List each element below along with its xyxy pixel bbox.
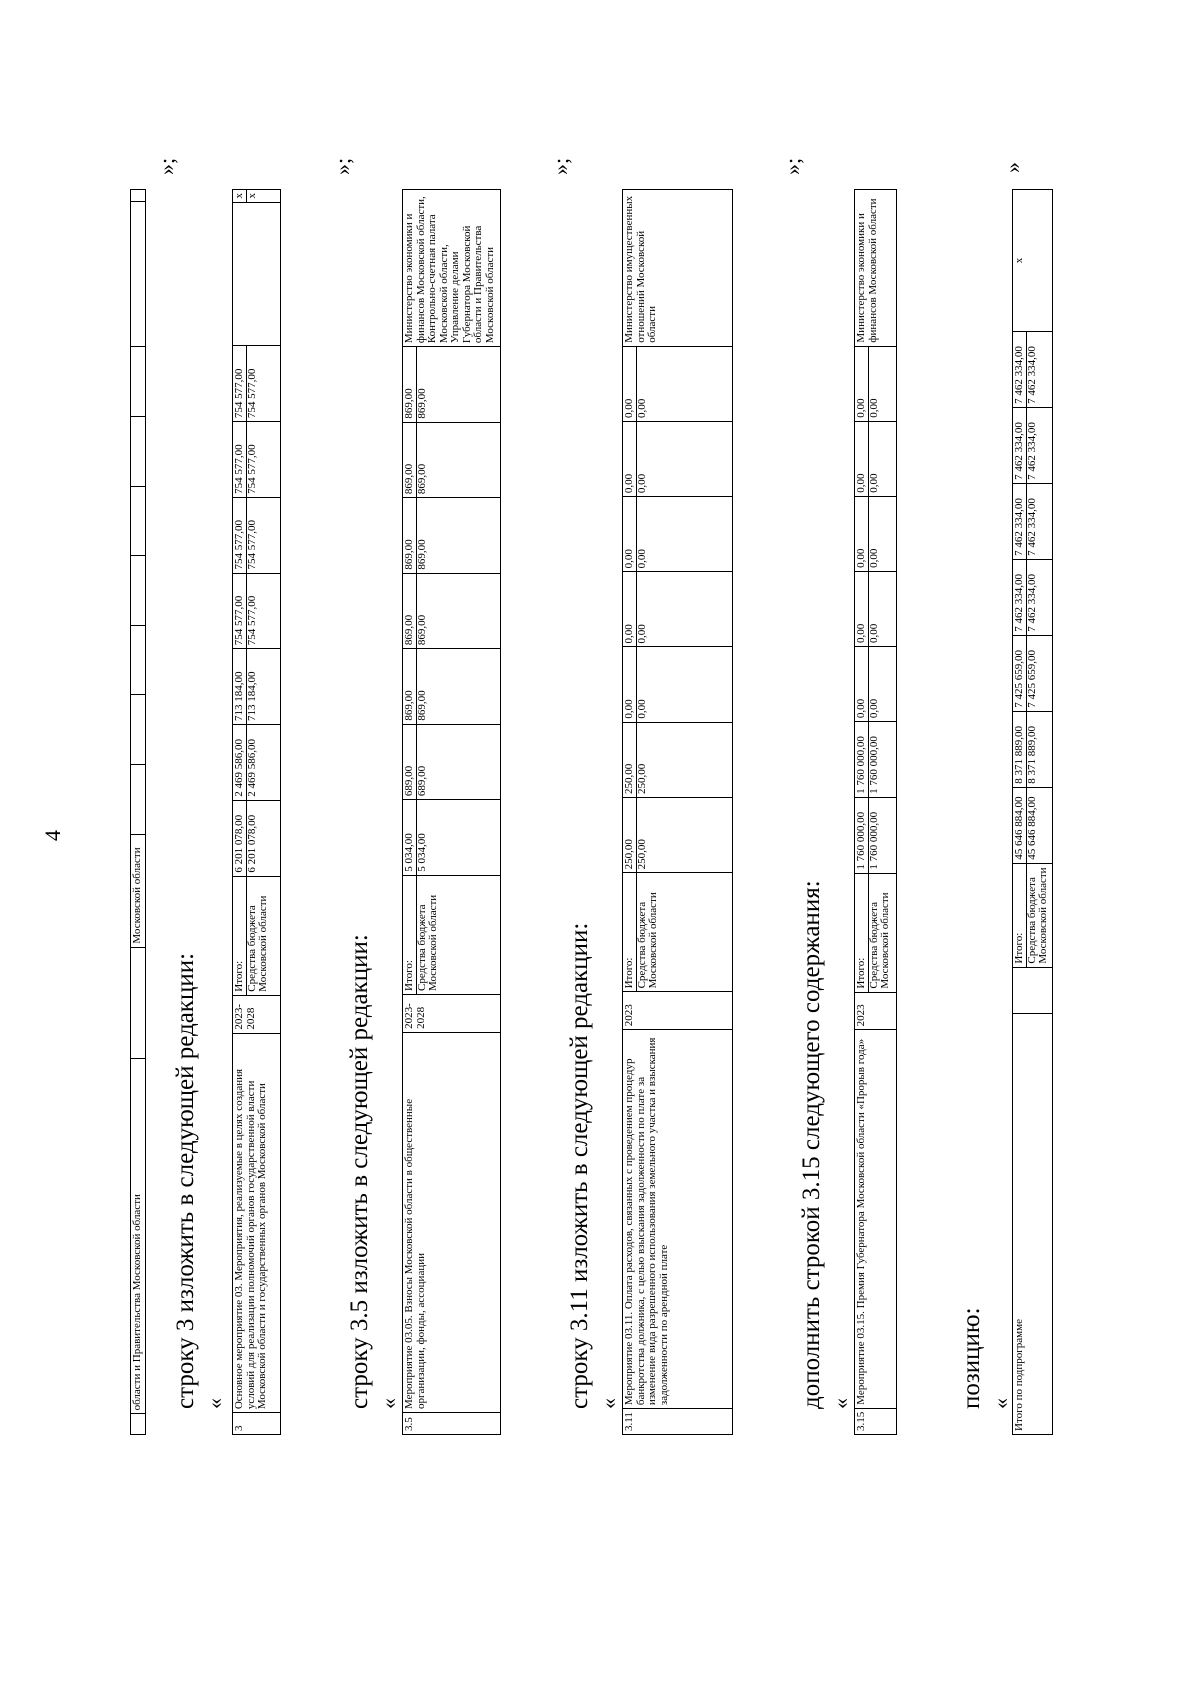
section-heading: строку 3 изложить в следующей редакции: <box>172 952 199 1409</box>
value-cell: 1 760 000,00 1 760 000,00 <box>855 797 897 873</box>
row-sources: Итого: Средства бюджета Московской области <box>1013 863 1053 967</box>
section-heading: позицию: <box>958 1307 985 1409</box>
value-cell: 754 577,00 754 577,00 <box>233 346 281 422</box>
value-cell: 713 184,00 713 184,00 <box>233 649 281 725</box>
value-cell: 7 425 659,00 7 425 659,00 <box>1013 635 1053 711</box>
value-cell: 869,00 869,00 <box>403 573 501 649</box>
row-sources: Итого: Средства бюджета Московской области <box>403 875 501 994</box>
row-name: Итого по подпрограмме <box>1013 1013 1053 1434</box>
section-heading: строку 3.11 изложить в следующей редакции: <box>566 922 593 1409</box>
cell-empty <box>131 190 146 202</box>
cell-empty <box>131 947 146 1058</box>
value-cell: 869,00 869,00 <box>403 422 501 498</box>
cell-empty <box>131 347 146 417</box>
value-cell: 0,00 0,00 <box>855 496 897 571</box>
value-cell: 7 462 334,00 7 462 334,00 <box>1013 483 1053 559</box>
cell-empty <box>131 695 146 765</box>
open-quote: « <box>988 1398 1013 1409</box>
value-cell: 0,00 0,00 <box>623 572 733 647</box>
section-heading: строку 3.5 изложить в следующей редакции: <box>346 934 373 1409</box>
value-cell: 45 646 884,00 45 646 884,00 <box>1013 787 1053 863</box>
row-period: 2023-2028 <box>403 995 501 1033</box>
row-result: х х <box>233 190 281 203</box>
row-result: х <box>1013 190 1053 332</box>
cell-empty <box>131 625 146 695</box>
table-subprogram-total <box>1012 189 1053 1435</box>
open-quote: « <box>596 1398 621 1409</box>
close-quote: »; <box>330 157 355 175</box>
row-name: Мероприятие 03.15. Премия Губернатора Московской области «Прорыв года» <box>855 1030 897 1408</box>
table-top-fragment <box>130 189 146 1435</box>
cell-empty <box>131 201 146 347</box>
value-cell: 7 462 334,00 7 462 334,00 <box>1013 559 1053 635</box>
value-cell: 8 371 889,00 8 371 889,00 <box>1013 711 1053 787</box>
cell-text: Московской области <box>131 834 146 947</box>
row-period: 2023-2028 <box>233 995 281 1033</box>
open-quote: « <box>376 1398 401 1409</box>
cell-empty <box>131 417 146 487</box>
open-quote: « <box>202 1398 227 1409</box>
open-quote: « <box>828 1398 853 1409</box>
section-heading: дополнить строкой 3.15 следующего содержания: <box>798 880 825 1409</box>
row-number: 3 <box>233 1413 281 1435</box>
row-executor <box>233 202 281 346</box>
value-cell: 754 577,00 754 577,00 <box>233 497 281 573</box>
table-row-3-15 <box>854 189 897 1435</box>
close-quote: » <box>1000 162 1025 173</box>
row-sources: Итого: Средства бюджета Московской области <box>855 873 897 992</box>
value-cell: 6 201 078,00 6 201 078,00 <box>233 800 281 876</box>
row-sources: Итого: Средства бюджета Московской области <box>623 873 733 992</box>
page-number: 4 <box>40 830 65 841</box>
row-period <box>1013 967 1053 1013</box>
row-number: 3.11 <box>623 1409 733 1435</box>
row-executor: Министерство экономики и финансов Московской области <box>855 190 897 347</box>
table-row-3-5 <box>402 189 501 1435</box>
value-cell: 689,00 689,00 <box>403 724 501 800</box>
row-executor: Министерство экономики и финансов Московской области, Контрольно-счетная палата Московской области, Управление делами Губернатора Московской области и Правительства Московской области <box>403 190 501 347</box>
value-cell: 2 469 586,00 2 469 586,00 <box>233 724 281 800</box>
close-quote: »; <box>548 157 573 175</box>
row-sources: Итого: Средства бюджета Московской области <box>233 876 281 995</box>
row-period: 2023 <box>623 992 733 1030</box>
value-cell: 0,00 0,00 <box>855 346 897 421</box>
value-cell: 0,00 0,00 <box>855 571 897 646</box>
row-name: Мероприятие 03.05. Взносы Московской области в общественные организации, фонды, ассоциации <box>403 1032 501 1412</box>
value-cell: 0,00 0,00 <box>855 421 897 496</box>
value-cell: 1 760 000,00 1 760 000,00 <box>855 722 897 798</box>
value-cell: 0,00 0,00 <box>623 647 733 722</box>
value-cell: 5 034,00 5 034,00 <box>403 800 501 876</box>
value-cell: 754 577,00 754 577,00 <box>233 422 281 498</box>
row-executor: Министерство имущественных отношений Московской области <box>623 190 733 347</box>
value-cell: 0,00 0,00 <box>623 346 733 421</box>
value-cell: 0,00 0,00 <box>623 497 733 572</box>
table-row-3 <box>232 189 281 1435</box>
row-name: Основное мероприятие 03. Мероприятия, реализуемые в целях создания условий для реализации полномочий органов государственной власти Московской области и государственных органов Московской области <box>233 1033 281 1413</box>
row-number: 3.5 <box>403 1413 501 1435</box>
value-cell: 869,00 869,00 <box>403 649 501 725</box>
cell-empty <box>131 556 146 626</box>
row-name: Мероприятие 03.11. Оплата расходов, связанных с проведением процедур банкротства должника, с целью взыскания задолженности по плате за изменение вида разрешенного использования земельного участка и взыскания задолженности по арендной плате <box>623 1030 733 1409</box>
row-period: 2023 <box>855 992 897 1030</box>
value-cell: 7 462 334,00 7 462 334,00 <box>1013 407 1053 483</box>
close-quote: »; <box>154 157 179 175</box>
value-cell: 250,00 250,00 <box>623 722 733 797</box>
value-cell: 7 462 334,00 7 462 334,00 <box>1013 331 1053 407</box>
value-cell: 869,00 869,00 <box>403 498 501 574</box>
cell-empty <box>131 765 146 835</box>
value-cell: 250,00 250,00 <box>623 798 733 873</box>
cell-empty <box>131 1414 146 1435</box>
table-row-3-11 <box>622 189 733 1435</box>
close-quote: »; <box>780 157 805 175</box>
value-cell: 0,00 0,00 <box>855 646 897 721</box>
cell-empty <box>131 486 146 556</box>
value-cell: 869,00 869,00 <box>403 347 501 423</box>
value-cell: 754 577,00 754 577,00 <box>233 573 281 649</box>
value-cell: 0,00 0,00 <box>623 421 733 496</box>
row-number: 3.15 <box>855 1408 897 1434</box>
cell-text: области и Правительства Московской области <box>131 1058 146 1413</box>
